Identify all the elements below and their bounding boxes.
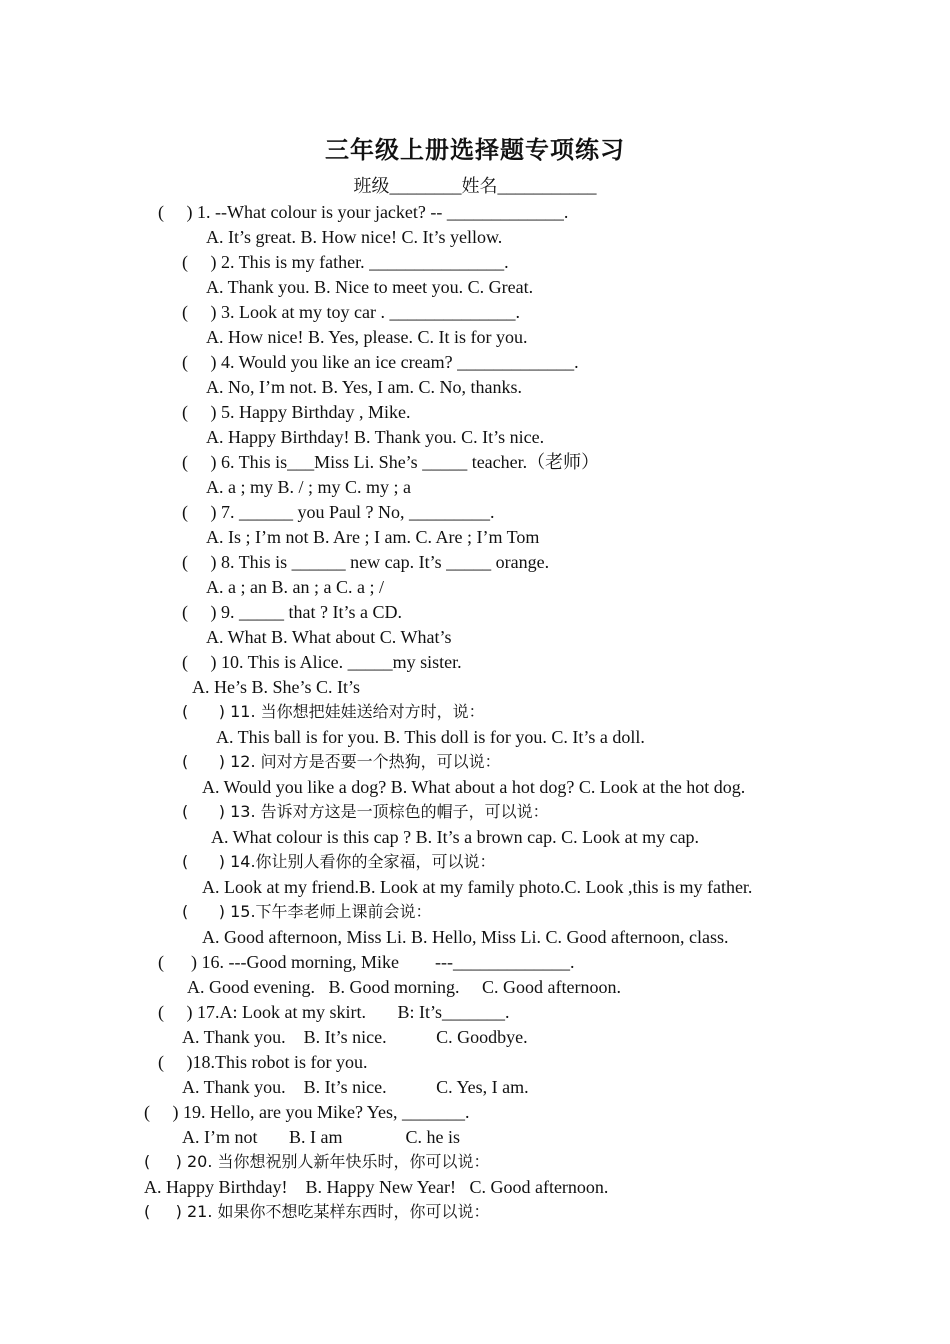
- options-12: A. Would you like a dog? B. What about a hot dog? C. Look at the hot dog.: [202, 777, 746, 797]
- question-5: ( ) 5. Happy Birthday , Mike.: [182, 402, 411, 422]
- options-2: A. Thank you. B. Nice to meet you. C. Great.: [206, 277, 534, 297]
- options-4: A. No, I’m not. B. Yes, I am. C. No, thanks.: [206, 377, 523, 397]
- class-name-line: 班级________姓名___________: [353, 176, 597, 196]
- options-16: A. Good evening. B. Good morning. C. Good afternoon.: [187, 977, 621, 997]
- question-18: ( )18.This robot is for you.: [158, 1052, 368, 1072]
- question-11: ( ) 11. 当你想把娃娃送给对方时，说：: [182, 702, 485, 721]
- options-17: A. Thank you. B. It’s nice. C. Goodbye.: [182, 1027, 528, 1047]
- question-8: ( ) 8. This is ______ new cap. It’s _____ orange.: [182, 552, 550, 572]
- question-4: ( ) 4. Would you like an ice cream? _____________.: [182, 352, 579, 372]
- options-6: A. a ; my B. / ; my C. my ; a: [206, 477, 411, 497]
- question-21: ( ) 21. 如果你不想吃某样东西时，你可以说：: [144, 1202, 490, 1221]
- question-2: ( ) 2. This is my father. _______________.: [182, 252, 509, 272]
- question-19: ( ) 19. Hello, are you Mike? Yes, _______.: [144, 1102, 470, 1122]
- page-title: 三年级上册选择题专项练习: [325, 136, 625, 164]
- options-10: A. He’s B. She’s C. It’s: [192, 677, 361, 697]
- options-3: A. How nice! B. Yes, please. C. It is for you.: [206, 327, 528, 347]
- options-14: A. Look at my friend.B. Look at my family photo.C. Look ,this is my father.: [202, 877, 753, 897]
- question-10: ( ) 10. This is Alice. _____my sister.: [182, 652, 462, 672]
- options-20: A. Happy Birthday! B. Happy New Year! C. Good afternoon.: [144, 1177, 609, 1197]
- options-7: A. Is ; I’m not B. Are ; I am. C. Are ; I’m Tom: [206, 527, 540, 547]
- options-9: A. What B. What about C. What’s: [206, 627, 452, 647]
- question-3: ( ) 3. Look at my toy car . ______________.: [182, 302, 520, 322]
- options-19: A. I’m not B. I am C. he is: [182, 1127, 460, 1147]
- question-13: ( ) 13. 告诉对方这是一顶棕色的帽子，可以说：: [182, 802, 549, 821]
- options-13: A. What colour is this cap ? B. It’s a brown cap. C. Look at my cap.: [211, 827, 700, 847]
- options-11: A. This ball is for you. B. This doll is for you. C. It’s a doll.: [216, 727, 645, 747]
- options-1: A. It’s great. B. How nice! C. It’s yellow.: [206, 227, 503, 247]
- question-17: ( ) 17.A: Look at my skirt. B: It’s_______.: [158, 1002, 510, 1022]
- options-15: A. Good afternoon, Miss Li. B. Hello, Miss Li. C. Good afternoon, class.: [202, 927, 729, 947]
- question-15: ( ) 15.下午李老师上课前会说：: [182, 902, 432, 921]
- question-6: ( ) 6. This is___Miss Li. She’s _____ teacher.（老师）: [182, 452, 600, 472]
- options-5: A. Happy Birthday! B. Thank you. C. It’s nice.: [206, 427, 545, 447]
- question-20: ( ) 20. 当你想祝别人新年快乐时，你可以说：: [144, 1152, 490, 1171]
- question-1: ( ) 1. --What colour is your jacket? -- _____________.: [158, 202, 569, 222]
- question-16: ( ) 16. ---Good morning, Mike ---_____________.: [158, 952, 575, 972]
- options-8: A. a ; an B. an ; a C. a ; /: [206, 577, 384, 597]
- question-12: ( ) 12. 问对方是否要一个热狗，可以说：: [182, 752, 501, 771]
- question-14: ( ) 14.你让别人看你的全家福，可以说：: [182, 852, 496, 871]
- question-7: ( ) 7. ______ you Paul ? No, _________.: [182, 502, 495, 522]
- question-9: ( ) 9. _____ that ? It’s a CD.: [182, 602, 402, 622]
- options-18: A. Thank you. B. It’s nice. C. Yes, I am.: [182, 1077, 529, 1097]
